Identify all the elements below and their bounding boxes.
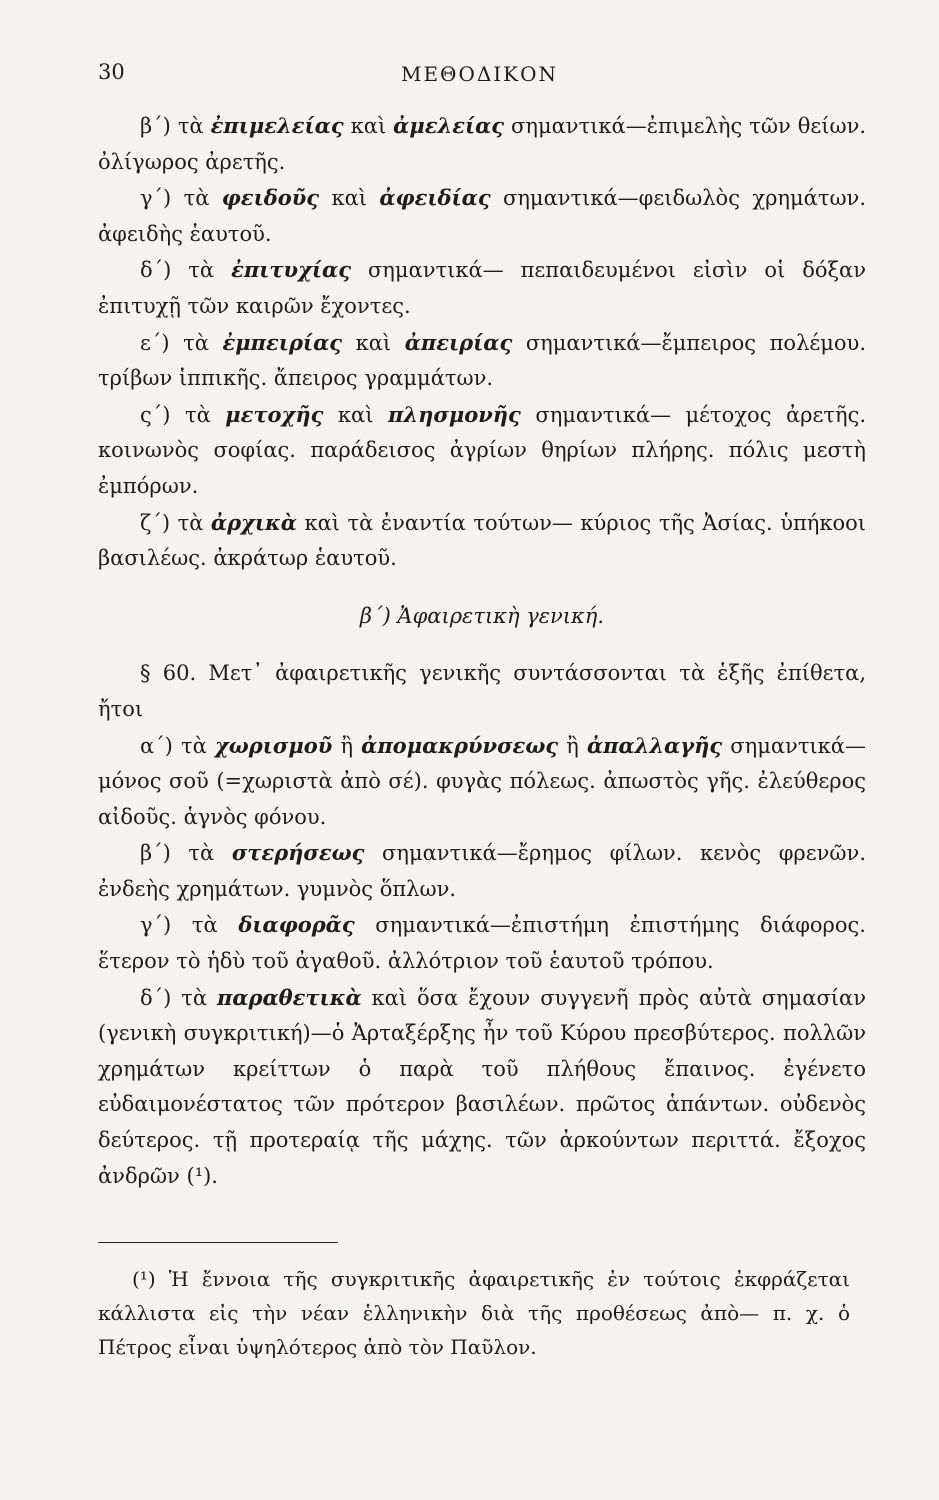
paragraph-delta: δ΄) τὰ ἐπιτυχίας σημαντικά— πεπαιδευμένοι εἰσὶν οἱ δόξαν ἐπιτυχῇ τῶν καιρῶν ἔχοντες.: [98, 257, 866, 318]
paragraph-stigma: ς΄) τὰ μετοχῆς καὶ πλησμονῆς σημαντικά— μέτοχος ἀρετῆς. κοινωνὸς σοφίας. παράδεισος ἀγρίων θηρίων πλήρης. πόλις μεστὴ ἐμπόρων.: [98, 401, 867, 498]
paragraph-epsilon: ε΄) τὰ ἐμπειρίας καὶ ἀπειρίας σημαντικά—ἔμπειρος πολέμου. τρίβων ἱππικῆς. ἄπειρος γραμμάτων.: [98, 329, 866, 391]
footnote-rule: [98, 1242, 338, 1243]
running-title: ΜΕΘΟΔΙΚΟΝ: [400, 62, 559, 86]
paragraph-beta-2: β΄) τὰ στερήσεως σημαντικά—ἔρημος φίλων. κενὸς φρενῶν. ἐνδεὴς χρημάτων. γυμνὸς ὅπλων.: [98, 840, 866, 901]
footnote: [98, 1262, 850, 1364]
paragraph-gamma: γ΄) τὰ φειδοῦς καὶ ἀφειδίας σημαντικά—φειδωλὸς χρημάτων. ἀφειδὴς ἑαυτοῦ.: [98, 185, 867, 246]
section-subheading: β΄) Ἀφαιρετικὴ γενική.: [359, 603, 605, 628]
section-60-intro: § 60. Μετ᾽ ἀφαιρετικῆς γενικῆς συντάσσονται τὰ ἑξῆς ἐπίθετα, ἤτοι: [98, 661, 866, 721]
page-header: [98, 60, 861, 90]
footnote-text: (¹) Ἡ ἔννοια τῆς συγκριτικῆς ἀφαιρετικῆς ἐν τούτοις ἐκφράζεται κάλλιστα εἰς τὴν νέαν ἑλληνικὴν διὰ τῆς προθέσεως ἀπὸ— π. χ. ὁ Πέτρος εἶναι ὑψηλότερος ἀπὸ τὸν Παῦλον.: [98, 1267, 850, 1359]
paragraph-zeta: ζ΄) τὰ ἀρχικὰ καὶ τὰ ἐναντία τούτων— κύριος τῆς Ἀσίας. ὑπήκοοι βασιλέως. ἀκράτωρ ἑαυτοῦ.: [98, 509, 866, 571]
paragraph-delta-2: δ΄) τὰ παραθετικὰ καὶ ὅσα ἔχουν συγγενῆ πρὸς αὐτὰ σημασίαν (γενικὴ συγκριτική)—ὁ Ἀρταξέρξης ἦν τοῦ Κύρου πρεσβύτερος. πολλῶν χρημάτων κρείττων ὁ παρὰ τοῦ πλήθους ἔπαινος. ἐγένετο εὐδαιμονέστατος τῶν πρότερον βασιλέων. πρῶτος ἁπάντων. οὐδενὸς δεύτερος. τῇ προτεραίᾳ τῆς μάχης. τῶν ἀρκούντων περιττά. ἔξοχος ἀνδρῶν (¹).: [98, 984, 866, 1188]
paragraph-alpha-2: α΄) τὰ χωρισμοῦ ἢ ἀπομακρύνσεως ἢ ἀπαλλαγῆς σημαντικά—μόνος σοῦ (=χωριστὰ ἀπὸ σέ). φυγὰς πόλεως. ἀπωστὸς γῆς. ἐλεύθερος αἰδοῦς. ἁγνὸς φόνου.: [98, 732, 866, 829]
main-text: [98, 108, 866, 1194]
paragraph-gamma-2: γ΄) τὰ διαφορᾶς σημαντικά—ἐπιστήμη ἐπιστήμης διάφορος. ἕτερον τὸ ἡδὺ τοῦ ἀγαθοῦ. ἀλλότριον τοῦ ἑαυτοῦ τρόπου.: [98, 912, 866, 974]
paragraph-beta: β΄) τὰ ἐπιμελείας καὶ ἀμελείας σημαντικά—ἐπιμελὴς τῶν θείων. ὀλίγωρος ἀρετῆς.: [98, 113, 867, 174]
page-number: 30: [98, 60, 125, 84]
